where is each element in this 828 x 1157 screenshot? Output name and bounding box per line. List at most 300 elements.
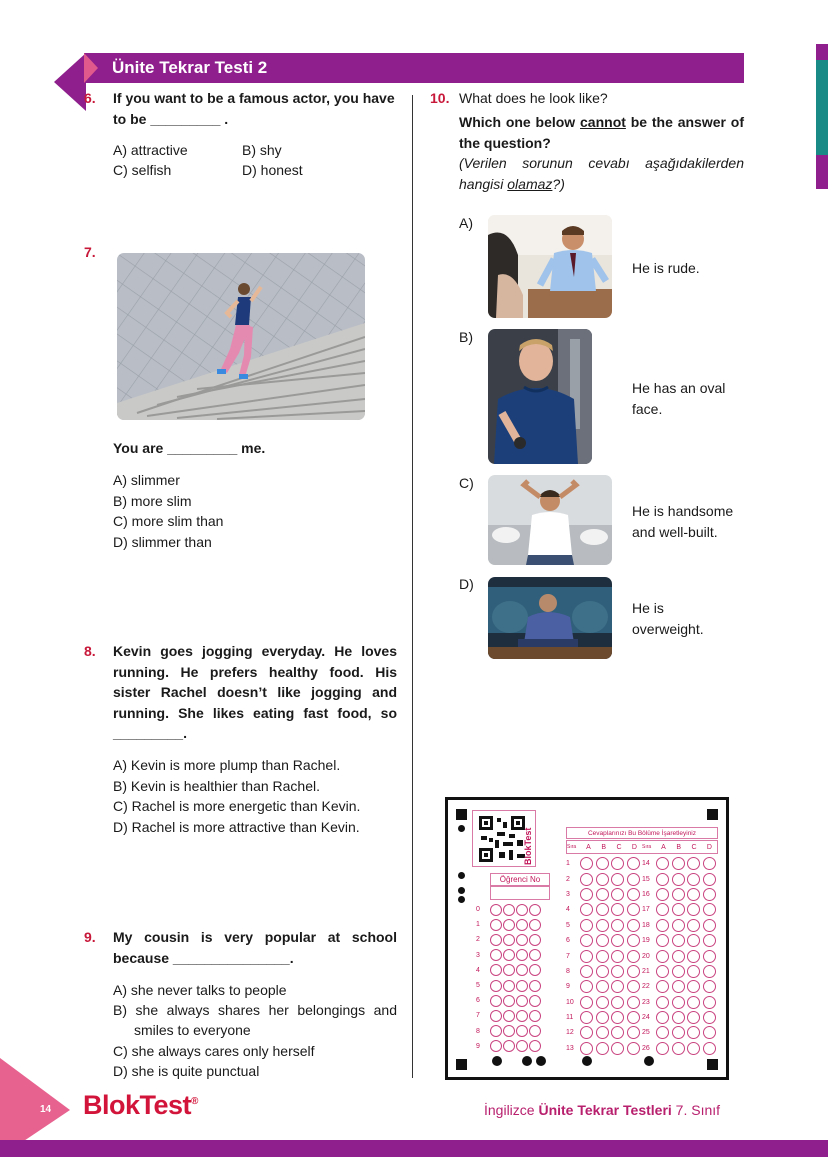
question-7-stem: You are _________ me. xyxy=(113,440,266,456)
stem-line: If you want to be a famous actor, you have xyxy=(113,90,395,106)
answer-bubble[interactable] xyxy=(687,919,700,932)
digit-bubble[interactable] xyxy=(529,919,541,931)
stem-line: because _______________. xyxy=(113,949,294,966)
stem-line: sister Rachel doesn’t like jogging and xyxy=(113,684,397,700)
question-label: 13 xyxy=(566,1044,574,1052)
alignment-mark xyxy=(456,809,467,820)
answer-bubble[interactable] xyxy=(611,950,624,963)
option-b[interactable]: B) more slim xyxy=(113,493,192,509)
answer-bubble[interactable] xyxy=(580,934,593,947)
question-label: 20 xyxy=(642,952,650,960)
digit-bubble[interactable] xyxy=(503,980,515,992)
student-digit-row xyxy=(476,993,552,1008)
question-label: 21 xyxy=(642,967,650,975)
footer-text-bold: Ünite Tekrar Testleri xyxy=(538,1102,672,1118)
stem-line: running. She likes eating fast food, so xyxy=(113,704,397,721)
translation-text: ?) xyxy=(552,175,565,192)
digit-bubble[interactable] xyxy=(490,980,502,992)
digit-bubble[interactable] xyxy=(516,1040,528,1052)
answer-bubble[interactable] xyxy=(596,980,609,993)
answer-column-label: C xyxy=(691,843,697,851)
digit-bubble[interactable] xyxy=(490,995,502,1007)
digit-bubble[interactable] xyxy=(516,980,528,992)
answer-bubble[interactable] xyxy=(611,980,624,993)
answer-bubble[interactable] xyxy=(656,857,669,870)
answer-bubble[interactable] xyxy=(687,965,700,978)
instruction-emphasis: cannot xyxy=(580,114,626,130)
instruction-line: the question? xyxy=(459,134,551,151)
option-text-line: face. xyxy=(632,400,663,417)
student-no-entry[interactable] xyxy=(490,886,550,900)
digit-bubble[interactable] xyxy=(529,1040,541,1052)
option-a[interactable]: A) she never talks to people xyxy=(113,982,287,998)
student-digit-row xyxy=(476,963,552,978)
digit-bubble[interactable] xyxy=(529,1025,541,1037)
answer-bubble[interactable] xyxy=(656,950,669,963)
banner-arrow xyxy=(54,53,86,111)
timing-mark xyxy=(492,1056,502,1066)
answer-bubble[interactable] xyxy=(672,1026,685,1039)
answer-bubble[interactable] xyxy=(672,996,685,1009)
student-digit-row xyxy=(476,1039,552,1054)
student-digit-row xyxy=(476,948,552,963)
stem-line: _________. xyxy=(113,725,187,741)
option-d-text xyxy=(632,598,704,639)
page-number: 14 xyxy=(40,1104,52,1115)
digit-bubble[interactable] xyxy=(529,964,541,976)
answer-bubble[interactable] xyxy=(596,1026,609,1039)
answer-bubble[interactable] xyxy=(627,873,640,886)
digit-bubble[interactable] xyxy=(490,1040,502,1052)
answer-bubble[interactable] xyxy=(580,919,593,932)
qr-code-box xyxy=(472,810,536,867)
answer-bubble[interactable] xyxy=(672,857,685,870)
digit-bubble[interactable] xyxy=(516,904,528,916)
answer-bubble[interactable] xyxy=(703,980,716,993)
option-b[interactable]: B) she always shares her belongings and xyxy=(113,1002,397,1018)
question-number: 10. xyxy=(430,90,450,106)
answer-bubble[interactable] xyxy=(580,980,593,993)
option-text-line: and well-built. xyxy=(632,523,718,540)
answer-bubble[interactable] xyxy=(596,919,609,932)
answer-bubble[interactable] xyxy=(627,857,640,870)
question-10-translation xyxy=(459,153,744,194)
translation-line xyxy=(459,174,744,195)
timing-mark xyxy=(522,1056,532,1066)
answer-bubble[interactable] xyxy=(656,873,669,886)
angry-man-image xyxy=(488,215,612,318)
question-label: 22 xyxy=(642,983,650,991)
option-b[interactable]: B) xyxy=(459,329,473,345)
digit-bubble[interactable] xyxy=(490,949,502,961)
option-c[interactable]: C) more slim than xyxy=(113,513,224,529)
option-text-line: He is xyxy=(632,600,664,616)
timing-mark xyxy=(536,1056,546,1066)
answer-bubble[interactable] xyxy=(627,934,640,947)
option-d[interactable]: D) xyxy=(459,576,474,592)
digit-bubble[interactable] xyxy=(503,964,515,976)
answer-bubble[interactable] xyxy=(580,857,593,870)
question-number: 8. xyxy=(84,643,96,659)
option-a[interactable]: A) xyxy=(459,215,473,231)
digit-bubble[interactable] xyxy=(516,1025,528,1037)
digit-bubble[interactable] xyxy=(529,1010,541,1022)
answer-bubble[interactable] xyxy=(656,934,669,947)
answer-row xyxy=(566,902,718,917)
overweight-man-image xyxy=(488,577,612,659)
answer-bubble[interactable] xyxy=(596,857,609,870)
digit-bubble[interactable] xyxy=(529,980,541,992)
answer-bubble[interactable] xyxy=(611,857,624,870)
answer-row xyxy=(566,871,718,886)
digit-bubble[interactable] xyxy=(529,949,541,961)
question-label: 19 xyxy=(642,937,650,945)
answer-bubble[interactable] xyxy=(672,873,685,886)
answer-bubble[interactable] xyxy=(580,996,593,1009)
answer-bubble[interactable] xyxy=(672,950,685,963)
answer-bubble[interactable] xyxy=(703,950,716,963)
question-label: 25 xyxy=(642,1029,650,1037)
brand-logo xyxy=(83,1090,198,1121)
answer-bubble[interactable] xyxy=(672,1011,685,1024)
question-label: 4 xyxy=(566,906,570,914)
answer-bubble[interactable] xyxy=(672,934,685,947)
answer-column-label: A xyxy=(586,843,591,851)
option-a-text: He is rude. xyxy=(632,260,700,276)
answer-bubble[interactable] xyxy=(703,996,716,1009)
stem-line: Kevin goes jogging everyday. He loves xyxy=(113,643,397,659)
stem-line: to be _________ . xyxy=(113,110,229,127)
digit-bubble[interactable] xyxy=(516,934,528,946)
digit-bubble[interactable] xyxy=(503,1025,515,1037)
digit-bubble[interactable] xyxy=(503,934,515,946)
answer-bubble[interactable] xyxy=(656,1026,669,1039)
answer-bubble[interactable] xyxy=(656,980,669,993)
digit-label: 3 xyxy=(476,951,480,959)
option-text-line: overweight. xyxy=(632,620,704,637)
option-text-line: He is handsome xyxy=(632,503,734,519)
answer-bubble[interactable] xyxy=(611,903,624,916)
answer-bubble[interactable] xyxy=(611,873,624,886)
alignment-mark xyxy=(707,1059,718,1070)
answer-bubble[interactable] xyxy=(627,919,640,932)
question-10-instruction xyxy=(459,112,744,153)
answer-bubble[interactable] xyxy=(656,996,669,1009)
answer-row xyxy=(566,1041,718,1056)
answer-bubble[interactable] xyxy=(580,903,593,916)
digit-bubble[interactable] xyxy=(490,964,502,976)
answer-bubble[interactable] xyxy=(687,1026,700,1039)
student-no-grid xyxy=(476,902,552,1054)
question-label: 16 xyxy=(642,890,650,898)
answer-bubble[interactable] xyxy=(656,965,669,978)
answer-row xyxy=(566,1025,718,1040)
answer-bubble[interactable] xyxy=(580,1026,593,1039)
timing-mark xyxy=(644,1056,654,1066)
answer-bubble[interactable] xyxy=(672,980,685,993)
page-title: Ünite Tekrar Testi 2 xyxy=(112,58,268,77)
answer-grid-header: Cevaplarınızı Bu Bölüme İşaretleyiniz xyxy=(566,827,718,839)
question-9-stem xyxy=(113,927,397,968)
answer-bubble[interactable] xyxy=(580,965,593,978)
answer-bubble[interactable] xyxy=(687,934,700,947)
answer-bubble[interactable] xyxy=(627,965,640,978)
footer-text: İngilizce xyxy=(484,1102,539,1118)
question-label: 7 xyxy=(566,952,570,960)
digit-bubble[interactable] xyxy=(490,934,502,946)
qr-code-icon xyxy=(477,814,527,864)
question-label: 18 xyxy=(642,921,650,929)
answer-bubble[interactable] xyxy=(611,934,624,947)
answer-bubble[interactable] xyxy=(687,857,700,870)
digit-bubble[interactable] xyxy=(503,904,515,916)
answer-grid xyxy=(566,856,718,1056)
answer-bubble[interactable] xyxy=(627,1011,640,1024)
answer-bubble[interactable] xyxy=(703,873,716,886)
answer-bubble[interactable] xyxy=(687,950,700,963)
answer-bubble[interactable] xyxy=(596,965,609,978)
digit-bubble[interactable] xyxy=(490,904,502,916)
logo-text: BlokTest xyxy=(83,1090,192,1120)
answer-bubble[interactable] xyxy=(611,1011,624,1024)
answer-bubble[interactable] xyxy=(703,888,716,901)
answer-row xyxy=(566,933,718,948)
digit-bubble[interactable] xyxy=(503,1040,515,1052)
answer-bubble[interactable] xyxy=(627,996,640,1009)
answer-column-label: D xyxy=(631,843,637,851)
answer-bubble[interactable] xyxy=(703,934,716,947)
option-d[interactable]: D) honest xyxy=(242,162,303,178)
student-digit-row xyxy=(476,902,552,917)
question-label: 10 xyxy=(566,998,574,1006)
answer-row xyxy=(566,979,718,994)
answer-bubble[interactable] xyxy=(703,857,716,870)
question-label: 1 xyxy=(566,860,570,868)
option-b[interactable]: B) Kevin is healthier than Rachel. xyxy=(113,778,320,794)
question-number: 9. xyxy=(84,929,96,945)
digit-bubble[interactable] xyxy=(529,904,541,916)
answer-bubble[interactable] xyxy=(611,1042,624,1055)
relaxed-man-image xyxy=(488,475,612,565)
digit-bubble[interactable] xyxy=(503,995,515,1007)
student-digit-row xyxy=(476,1024,552,1039)
footer-bar xyxy=(0,1140,828,1157)
digit-label: 7 xyxy=(476,1012,480,1020)
answer-bubble[interactable] xyxy=(580,950,593,963)
student-digit-row xyxy=(476,917,552,932)
student-digit-row xyxy=(476,932,552,947)
digit-bubble[interactable] xyxy=(516,964,528,976)
digit-bubble[interactable] xyxy=(503,919,515,931)
student-no-label: Öğrenci No xyxy=(490,873,550,886)
option-b-text xyxy=(632,378,725,419)
answer-row xyxy=(566,856,718,871)
option-a[interactable]: A) attractive xyxy=(113,142,188,158)
answer-bubble[interactable] xyxy=(627,980,640,993)
answer-bubble[interactable] xyxy=(627,1026,640,1039)
answer-bubble[interactable] xyxy=(580,873,593,886)
side-tab-accent xyxy=(816,60,828,155)
question-label: 12 xyxy=(566,1029,574,1037)
answer-bubble[interactable] xyxy=(672,888,685,901)
digit-bubble[interactable] xyxy=(490,919,502,931)
question-label: 5 xyxy=(566,921,570,929)
answer-bubble[interactable] xyxy=(611,1026,624,1039)
translation-text: hangisi xyxy=(459,175,508,192)
registered-mark: ® xyxy=(191,1096,198,1107)
digit-label: 6 xyxy=(476,997,480,1005)
translation-line: (Verilen sorunun cevabı aşağıdakilerden xyxy=(459,155,744,171)
answer-bubble[interactable] xyxy=(611,996,624,1009)
answer-bubble[interactable] xyxy=(703,1011,716,1024)
question-number: 7. xyxy=(84,244,96,260)
alignment-mark xyxy=(456,1059,467,1070)
digit-label: 2 xyxy=(476,936,480,944)
answer-bubble[interactable] xyxy=(703,903,716,916)
banner-accent xyxy=(84,53,98,83)
digit-label: 4 xyxy=(476,966,480,974)
answer-bubble[interactable] xyxy=(611,965,624,978)
digit-bubble[interactable] xyxy=(490,1025,502,1037)
answer-bubble[interactable] xyxy=(596,934,609,947)
digit-bubble[interactable] xyxy=(529,995,541,1007)
digit-bubble[interactable] xyxy=(503,1010,515,1022)
answer-bubble[interactable] xyxy=(611,919,624,932)
answer-bubble[interactable] xyxy=(627,950,640,963)
answer-column-label: B xyxy=(601,843,607,851)
answer-bubble[interactable] xyxy=(656,919,669,932)
digit-bubble[interactable] xyxy=(516,919,528,931)
answer-bubble[interactable] xyxy=(687,996,700,1009)
digit-label: 0 xyxy=(476,906,480,914)
alignment-mark xyxy=(707,809,718,820)
answer-bubble[interactable] xyxy=(672,903,685,916)
answer-bubble[interactable] xyxy=(596,996,609,1009)
digit-bubble[interactable] xyxy=(516,995,528,1007)
question-label: 15 xyxy=(642,875,650,883)
option-d[interactable]: D) she is quite punctual xyxy=(113,1063,260,1079)
option-a[interactable]: A) Kevin is more plump than Rachel. xyxy=(113,757,341,773)
question-label: 8 xyxy=(566,967,570,975)
column-divider xyxy=(412,95,413,1078)
timing-mark xyxy=(458,825,465,832)
digit-bubble[interactable] xyxy=(516,949,528,961)
answer-bubble[interactable] xyxy=(703,1026,716,1039)
question-label: 9 xyxy=(566,983,570,991)
timing-mark xyxy=(458,896,465,903)
answer-bubble[interactable] xyxy=(656,1011,669,1024)
option-b[interactable]: B) shy xyxy=(242,142,282,158)
answer-bubble[interactable] xyxy=(687,1011,700,1024)
sira-label: Sıra xyxy=(567,844,577,850)
answer-bubble[interactable] xyxy=(580,888,593,901)
answer-bubble[interactable] xyxy=(627,903,640,916)
answer-bubble[interactable] xyxy=(703,919,716,932)
answer-bubble[interactable] xyxy=(672,1042,685,1055)
answer-bubble[interactable] xyxy=(672,965,685,978)
timing-mark xyxy=(458,872,465,879)
answer-bubble[interactable] xyxy=(611,888,624,901)
answer-row xyxy=(566,948,718,963)
answer-bubble[interactable] xyxy=(580,1011,593,1024)
answer-bubble[interactable] xyxy=(656,1042,669,1055)
answer-column-label: B xyxy=(676,843,682,851)
answer-bubble[interactable] xyxy=(687,1042,700,1055)
digit-bubble[interactable] xyxy=(516,1010,528,1022)
sheet-brand: BlokTest xyxy=(523,827,533,865)
answer-bubble[interactable] xyxy=(687,873,700,886)
answer-column-label: A xyxy=(661,843,666,851)
translation-emphasis: olamaz xyxy=(507,175,553,192)
question-label: 17 xyxy=(642,906,650,914)
option-text-line: He has an oval xyxy=(632,380,726,396)
question-10-text: What does he look like? xyxy=(459,90,608,106)
digit-label: 9 xyxy=(476,1042,480,1050)
option-c[interactable]: C) she always cares only herself xyxy=(113,1043,315,1059)
digit-bubble[interactable] xyxy=(503,949,515,961)
option-d[interactable]: D) Rachel is more attractive than Kevin. xyxy=(113,819,360,835)
option-c[interactable]: C) selfish xyxy=(113,162,172,178)
answer-bubble[interactable] xyxy=(596,1042,609,1055)
smiling-man-image xyxy=(488,329,592,464)
student-digit-row xyxy=(476,1008,552,1023)
digit-bubble[interactable] xyxy=(529,934,541,946)
answer-column-label: C xyxy=(616,843,622,851)
answer-column-headers xyxy=(566,840,718,854)
instruction-line xyxy=(459,112,744,133)
answer-row xyxy=(566,1010,718,1025)
instruction-text: Which one below xyxy=(459,114,581,130)
answer-bubble[interactable] xyxy=(627,888,640,901)
instruction-text: be the answer of xyxy=(625,114,744,130)
digit-label: 1 xyxy=(476,921,480,929)
answer-bubble[interactable] xyxy=(656,903,669,916)
running-woman-image xyxy=(117,253,365,420)
stem-line: My cousin is very popular at school xyxy=(113,929,397,945)
answer-bubble[interactable] xyxy=(656,888,669,901)
answer-row xyxy=(566,964,718,979)
option-a[interactable]: A) slimmer xyxy=(113,472,180,488)
answer-bubble[interactable] xyxy=(596,950,609,963)
answer-bubble[interactable] xyxy=(703,965,716,978)
answer-bubble[interactable] xyxy=(672,919,685,932)
option-c-text xyxy=(632,501,733,542)
answer-bubble[interactable] xyxy=(627,1042,640,1055)
question-label: 2 xyxy=(566,875,570,883)
question-label: 6 xyxy=(566,937,570,945)
answer-bubble[interactable] xyxy=(596,888,609,901)
option-c[interactable]: C) Rachel is more energetic than Kevin. xyxy=(113,798,361,814)
answer-bubble[interactable] xyxy=(703,1042,716,1055)
answer-bubble[interactable] xyxy=(687,903,700,916)
question-label: 26 xyxy=(642,1044,650,1052)
answer-bubble[interactable] xyxy=(596,1011,609,1024)
option-d[interactable]: D) slimmer than xyxy=(113,534,212,550)
digit-bubble[interactable] xyxy=(490,1010,502,1022)
question-label: 14 xyxy=(642,860,650,868)
answer-bubble[interactable] xyxy=(580,1042,593,1055)
answer-bubble[interactable] xyxy=(687,888,700,901)
timing-mark xyxy=(458,887,465,894)
answer-bubble[interactable] xyxy=(596,903,609,916)
answer-row xyxy=(566,995,718,1010)
question-label: 23 xyxy=(642,998,650,1006)
option-c[interactable]: C) xyxy=(459,475,474,491)
answer-bubble[interactable] xyxy=(687,980,700,993)
answer-bubble[interactable] xyxy=(596,873,609,886)
question-label: 24 xyxy=(642,1014,650,1022)
question-number: 6. xyxy=(84,90,96,106)
